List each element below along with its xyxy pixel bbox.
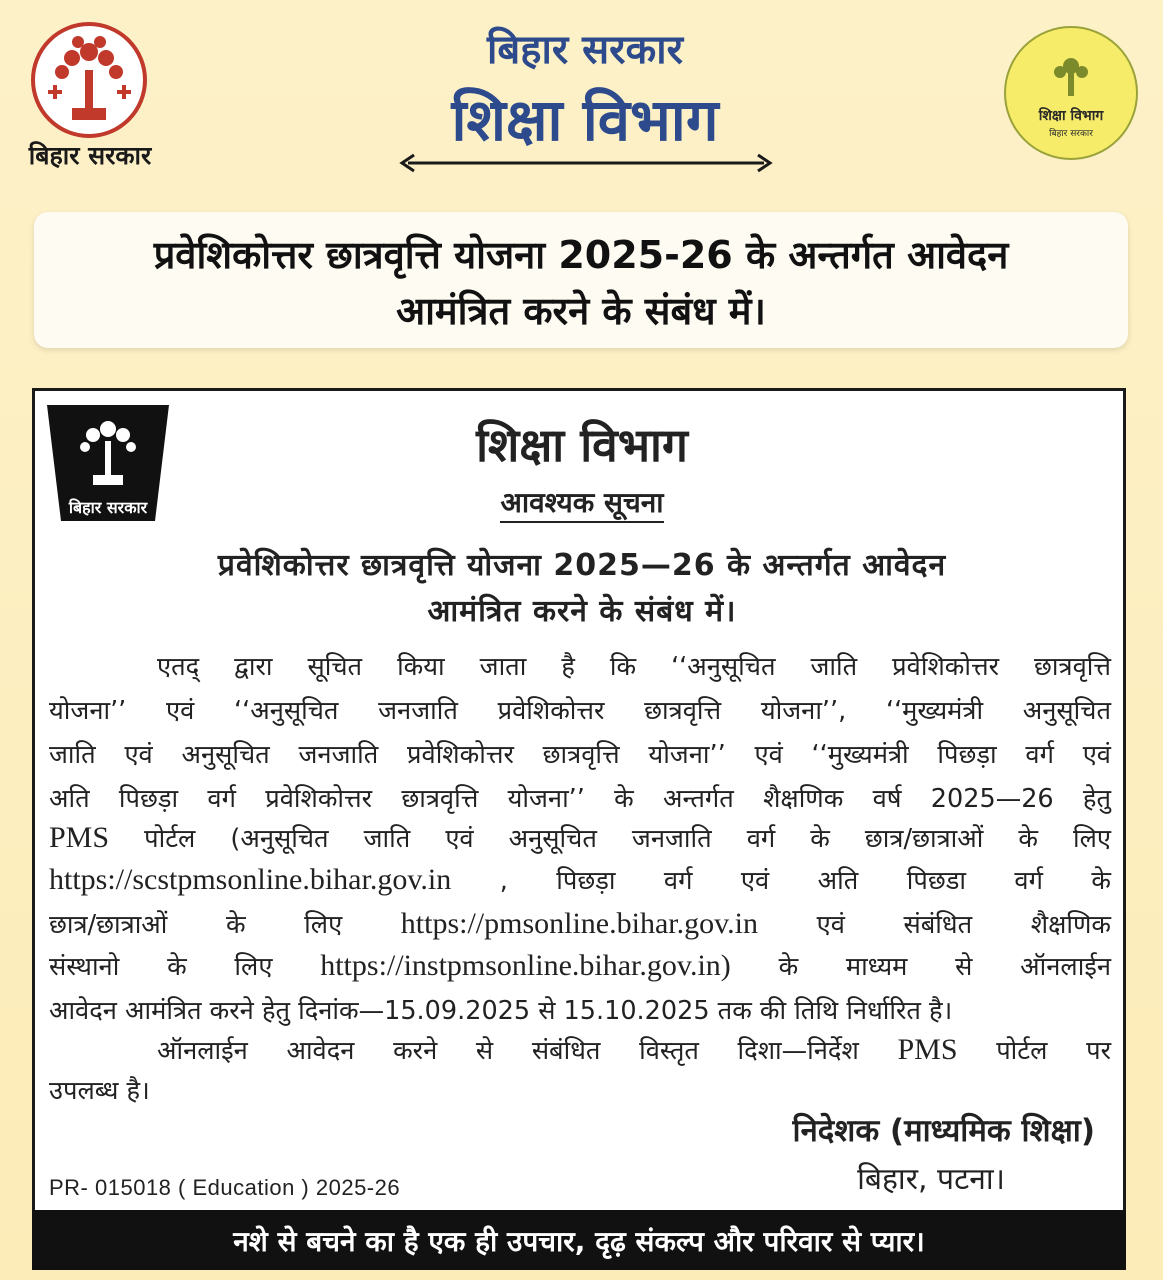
title-box <box>34 212 1128 348</box>
body-line-7-text-b: एवं संबंधित शैक्षणिक <box>816 910 1111 940</box>
education-logo-subtext: बिहार सरकार <box>1049 129 1093 139</box>
notice-subheading <box>35 483 1129 521</box>
body-line-7 <box>49 907 1111 941</box>
pms-text: PMS <box>49 821 110 854</box>
body-line-5 <box>49 821 1111 855</box>
education-logo-icon <box>1002 24 1140 162</box>
body-line-7-text-a: छात्र/छात्राओं के लिए <box>49 910 343 940</box>
pms-text-2: PMS <box>897 1033 958 1066</box>
header-main-title: शिक्षा विभाग <box>451 86 719 154</box>
title-line-1: प्रवेशिकोत्तर छात्रवृत्ति योजना 2025-26 के अन्तर्गत आवेदन <box>153 233 1009 277</box>
body-line-10-text-b: पोर्टल पर <box>996 1036 1112 1066</box>
notice-title-line-1: प्रवेशिकोत्तर छात्रवृत्ति योजना 2025—26 के अन्तर्गत आवेदन <box>217 548 947 583</box>
body-line-8-text-b: के माध्यम से ऑनलाईन <box>778 952 1111 982</box>
title-line-2: आमंत्रित करने के संबंध में। <box>396 289 766 333</box>
footer-banner <box>32 1210 1126 1270</box>
body-line-6-text: , पिछड़ा वर्ग एवं अति पिछडा वर्ग के <box>499 866 1111 896</box>
signature-location: बिहार, पटना। <box>857 1162 1005 1197</box>
header-top-line: बिहार सरकार <box>487 27 683 73</box>
notice-subheading-text: आवश्यक सूचना <box>500 486 663 523</box>
body-line-8 <box>49 949 1111 983</box>
pms-portal-link[interactable]: https://pmsonline.bihar.gov.in <box>400 907 758 940</box>
body-line-8-text-a: संस्थानो के लिए <box>49 952 273 982</box>
body-line-9: आवेदन आमंत्रित करने हेतु दिनांक—15.09.2025 से 15.10.2025 तक की तिथि निर्धारित है। <box>49 996 953 1026</box>
pr-number: PR- 015018 ( Education ) 2025-26 <box>49 1175 401 1200</box>
body-line-1: एतद् द्वारा सूचित किया जाता है कि ‘‘अनुसूचित जाति प्रवेशिकोत्तर छात्रवृत्ति <box>157 652 1111 682</box>
body-line-11: उपलब्ध है। <box>49 1076 150 1106</box>
double-arrow-icon <box>398 152 774 174</box>
left-emblem-caption: बिहार सरकार <box>28 141 152 170</box>
body-line-5-text: पोर्टल (अनुसूचित जाति एवं अनुसूचित जनजाति वर्ग के छात्र/छात्राओं के लिए <box>144 824 1111 854</box>
bihar-emblem-icon <box>22 20 157 138</box>
notice-document <box>32 388 1126 1220</box>
emblem-caption: बिहार सरकार <box>68 498 148 517</box>
body-line-2: योजना’’ एवं ‘‘अनुसूचित जनजाति प्रवेशिकोत्तर छात्रवृत्ति योजना’’, ‘‘मुख्यमंत्री अनुसूचित <box>49 696 1111 726</box>
footer-slogan: नशे से बचने का है एक ही उपचार, दृढ़ संकल्प और परिवार से प्यार। <box>233 1225 925 1258</box>
body-line-10 <box>49 1033 1111 1067</box>
signature-designation: निदेशक (माध्यमिक शिक्षा) <box>792 1113 1095 1149</box>
inst-portal-link[interactable]: https://instpmsonline.bihar.gov.in) <box>320 949 731 982</box>
body-line-6 <box>49 863 1111 897</box>
scst-portal-link[interactable]: https://scstpmsonline.bihar.gov.in <box>49 863 452 896</box>
education-logo-text: शिक्षा विभाग <box>1038 108 1104 124</box>
body-line-4: अति पिछड़ा वर्ग प्रवेशिकोत्तर छात्रवृत्ति योजना’’ के अन्तर्गत शैक्षणिक वर्ष 2025—26 हेतु <box>49 784 1111 814</box>
education-dept-logo <box>1002 24 1140 162</box>
notice-title-line-2: आमंत्रित करने के संबंध में। <box>427 594 737 629</box>
body-line-3: जाति एवं अनुसूचित जनजाति प्रवेशिकोत्तर छात्रवृत्ति योजना’’ एवं ‘‘मुख्यमंत्री पिछड़ा वर्ग एवं <box>49 740 1111 770</box>
notice-heading: शिक्षा विभाग <box>476 418 688 472</box>
body-line-10-text-a: ऑनलाईन आवेदन करने से संबंधित विस्तृत दिशा—निर्देश <box>157 1036 859 1066</box>
